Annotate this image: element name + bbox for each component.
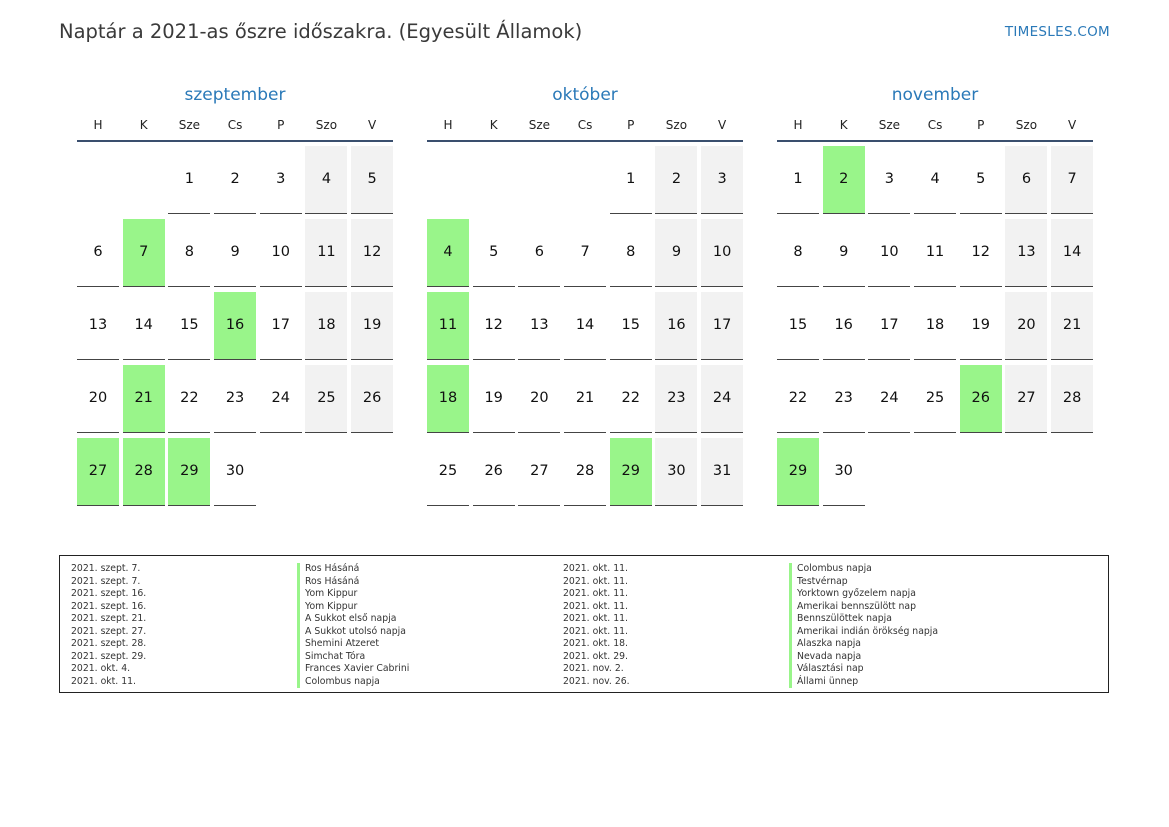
day-cell: 21 (1051, 292, 1093, 360)
holiday-name: A Sukkot első napja (297, 613, 409, 626)
day-cell: 5 (351, 146, 393, 214)
day-cell: 11 (305, 219, 347, 287)
weekday-label: Sze (878, 118, 901, 132)
weekday-label: H (93, 118, 103, 132)
day-cell-holiday: 21 (123, 365, 165, 433)
day-cell: 19 (473, 365, 515, 433)
holiday-name: Állami ünnep (789, 676, 938, 689)
holiday-date: 2021. szept. 27. (71, 625, 147, 637)
weekday-label: Sze (528, 118, 551, 132)
page-title: Naptár a 2021-as őszre időszakra. (Egyesült Államok) (59, 20, 583, 43)
empty-cell (123, 146, 165, 214)
day-cell-holiday: 4 (427, 219, 469, 287)
month-block (77, 82, 393, 506)
weekday-label: H (793, 118, 803, 132)
day-cell: 6 (1005, 146, 1047, 214)
holiday-date: 2021. okt. 18. (563, 638, 628, 649)
weekday-header (427, 114, 743, 142)
month-title: november (891, 85, 979, 105)
day-cell: 9 (823, 219, 865, 287)
day-cell-holiday: 29 (610, 438, 652, 506)
empty-cell (473, 146, 515, 214)
day-cell: 3 (701, 146, 743, 214)
day-cell: 23 (655, 365, 697, 433)
day-cell: 8 (168, 219, 210, 287)
day-cell: 26 (473, 438, 515, 506)
holiday-name: Yorktown győzelem napja (789, 588, 938, 601)
holiday-date: 2021. szept. 16. (71, 588, 147, 599)
day-grid (77, 146, 393, 506)
day-cell: 19 (960, 292, 1002, 360)
day-cell: 13 (1005, 219, 1047, 287)
day-cell: 15 (610, 292, 652, 360)
day-cell: 27 (518, 438, 560, 506)
day-cell: 15 (777, 292, 819, 360)
holiday-date: 2021. okt. 11. (71, 675, 136, 687)
day-cell: 6 (518, 219, 560, 287)
day-cell: 12 (473, 292, 515, 360)
day-cell: 30 (214, 438, 256, 506)
day-cell-holiday: 28 (123, 438, 165, 506)
day-cell: 9 (214, 219, 256, 287)
holiday-name: Testvérnap (789, 576, 938, 589)
month-title: október (552, 85, 618, 105)
holiday-date: 2021. okt. 11. (563, 600, 628, 612)
holiday-date: 2021. okt. 4. (71, 663, 131, 674)
day-grid (777, 146, 1093, 506)
day-cell: 3 (260, 146, 302, 214)
day-cell: 28 (564, 438, 606, 506)
weekday-label: K (839, 118, 848, 132)
day-cell: 5 (960, 146, 1002, 214)
day-cell: 22 (777, 365, 819, 433)
holiday-date: 2021. nov. 2. (563, 663, 624, 674)
day-cell: 21 (564, 365, 606, 433)
day-cell-holiday: 27 (77, 438, 119, 506)
day-cell: 16 (655, 292, 697, 360)
weekday-label: Cs (227, 118, 243, 132)
day-cell: 19 (351, 292, 393, 360)
day-cell: 13 (77, 292, 119, 360)
weekday-label: P (277, 118, 285, 132)
day-cell-holiday: 29 (168, 438, 210, 506)
day-cell: 6 (77, 219, 119, 287)
day-cell-holiday: 7 (123, 219, 165, 287)
day-cell: 14 (1051, 219, 1093, 287)
day-cell: 14 (123, 292, 165, 360)
holiday-date: 2021. szept. 21. (71, 613, 147, 624)
weekday-label: Szo (1015, 118, 1038, 132)
day-cell: 26 (351, 365, 393, 433)
day-cell: 18 (914, 292, 956, 360)
weekday-label: Szo (665, 118, 688, 132)
holiday-date: 2021. nov. 26. (563, 675, 630, 687)
day-cell: 17 (868, 292, 910, 360)
holiday-date: 2021. okt. 11. (563, 575, 628, 587)
weekday-label: V (1068, 118, 1077, 132)
holiday-date: 2021. szept. 16. (71, 600, 147, 612)
holiday-date: 2021. szept. 7. (71, 575, 141, 587)
day-cell: 17 (260, 292, 302, 360)
holiday-name: Nevada napja (789, 651, 938, 664)
holiday-date: 2021. okt. 11. (563, 588, 628, 599)
site-link[interactable]: TIMESLES.COM (1004, 24, 1110, 40)
day-cell: 4 (914, 146, 956, 214)
day-cell: 9 (655, 219, 697, 287)
day-cell: 10 (260, 219, 302, 287)
holiday-date: 2021. okt. 11. (563, 563, 628, 574)
empty-cell (518, 146, 560, 214)
holiday-date-column (563, 563, 630, 688)
holiday-name: Simchat Tóra (297, 651, 409, 664)
holiday-date: 2021. okt. 11. (563, 613, 628, 624)
day-cell: 20 (1005, 292, 1047, 360)
day-cell: 3 (868, 146, 910, 214)
holiday-date: 2021. okt. 29. (563, 650, 628, 662)
day-cell: 23 (823, 365, 865, 433)
weekday-header (77, 114, 393, 142)
day-cell: 1 (168, 146, 210, 214)
day-grid (427, 146, 743, 506)
day-cell: 10 (868, 219, 910, 287)
holiday-date: 2021. szept. 7. (71, 563, 141, 574)
day-cell-holiday: 11 (427, 292, 469, 360)
holiday-name: Ros Hásáná (297, 563, 409, 576)
day-cell: 13 (518, 292, 560, 360)
holiday-name: Amerikai indián örökség napja (789, 626, 938, 639)
holiday-name: Amerikai bennszülött nap (789, 601, 938, 614)
month-title: szeptember (184, 85, 286, 105)
day-cell: 16 (823, 292, 865, 360)
day-cell: 23 (214, 365, 256, 433)
day-cell: 2 (655, 146, 697, 214)
holiday-name: Colombus napja (297, 676, 409, 689)
day-cell: 20 (77, 365, 119, 433)
day-cell: 18 (305, 292, 347, 360)
weekday-label: V (368, 118, 377, 132)
weekday-label: K (139, 118, 148, 132)
holiday-name-column (789, 563, 938, 688)
day-cell: 24 (701, 365, 743, 433)
day-cell: 12 (351, 219, 393, 287)
empty-cell (564, 146, 606, 214)
day-cell: 30 (655, 438, 697, 506)
day-cell: 7 (1051, 146, 1093, 214)
day-cell: 7 (564, 219, 606, 287)
day-cell-holiday: 18 (427, 365, 469, 433)
day-cell: 30 (823, 438, 865, 506)
day-cell: 14 (564, 292, 606, 360)
day-cell-holiday: 29 (777, 438, 819, 506)
day-cell: 8 (610, 219, 652, 287)
day-cell: 20 (518, 365, 560, 433)
day-cell: 1 (610, 146, 652, 214)
day-cell-holiday: 16 (214, 292, 256, 360)
day-cell-holiday: 2 (823, 146, 865, 214)
day-cell: 4 (305, 146, 347, 214)
day-cell: 2 (214, 146, 256, 214)
day-cell: 24 (260, 365, 302, 433)
day-cell: 11 (914, 219, 956, 287)
holiday-name: Alaszka napja (789, 638, 938, 651)
weekday-label: Sze (178, 118, 201, 132)
month-block (427, 82, 743, 506)
day-cell: 25 (305, 365, 347, 433)
holiday-name: Frances Xavier Cabrini (297, 663, 409, 676)
day-cell: 17 (701, 292, 743, 360)
day-cell: 24 (868, 365, 910, 433)
holiday-name: Yom Kippur (297, 601, 409, 614)
holiday-name: Választási nap (789, 663, 938, 676)
day-cell: 5 (473, 219, 515, 287)
month-block (777, 82, 1093, 506)
day-cell: 10 (701, 219, 743, 287)
weekday-label: K (489, 118, 498, 132)
day-cell: 25 (427, 438, 469, 506)
day-cell: 25 (914, 365, 956, 433)
holiday-name: Yom Kippur (297, 588, 409, 601)
weekday-label: Cs (927, 118, 943, 132)
weekday-label: H (443, 118, 453, 132)
day-cell: 15 (168, 292, 210, 360)
holiday-name: A Sukkot utolsó napja (297, 626, 409, 639)
weekday-label: Cs (577, 118, 593, 132)
holiday-name-column (297, 563, 409, 688)
day-cell: 22 (168, 365, 210, 433)
day-cell: 8 (777, 219, 819, 287)
empty-cell (427, 146, 469, 214)
day-cell: 22 (610, 365, 652, 433)
holiday-name: Bennszülöttek napja (789, 613, 938, 626)
weekday-label: Szo (315, 118, 338, 132)
day-cell: 28 (1051, 365, 1093, 433)
holiday-date: 2021. okt. 11. (563, 625, 628, 637)
holiday-name: Colombus napja (789, 563, 938, 576)
empty-cell (77, 146, 119, 214)
weekday-label: P (627, 118, 635, 132)
day-cell: 1 (777, 146, 819, 214)
day-cell: 27 (1005, 365, 1047, 433)
holiday-list (59, 555, 1109, 693)
day-cell-holiday: 26 (960, 365, 1002, 433)
weekday-label: V (718, 118, 727, 132)
holiday-date-column (71, 563, 146, 688)
holiday-date: 2021. szept. 28. (71, 638, 147, 649)
holiday-date: 2021. szept. 29. (71, 650, 147, 662)
holiday-name: Ros Hásáná (297, 576, 409, 589)
weekday-header (777, 114, 1093, 142)
weekday-label: P (977, 118, 985, 132)
day-cell: 31 (701, 438, 743, 506)
day-cell: 12 (960, 219, 1002, 287)
holiday-name: Shemini Atzeret (297, 638, 409, 651)
